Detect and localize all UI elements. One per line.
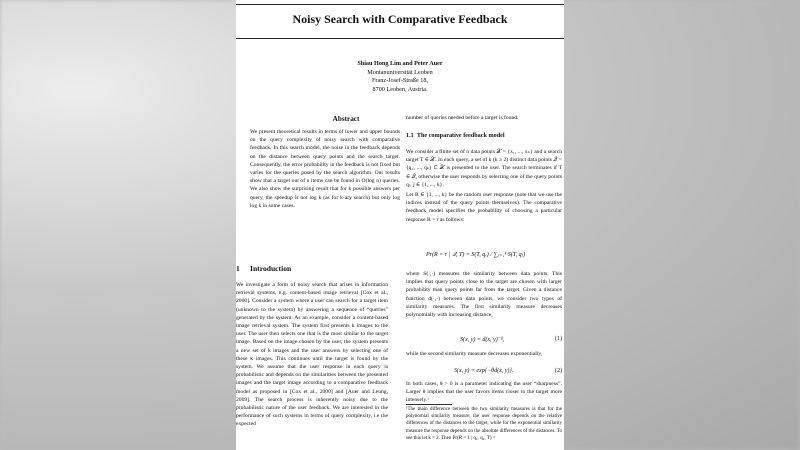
abstract-text: We present theoretical results in terms of lower and upper bounds on the query complexity of noisy search with comparative feedback. In this search model, the noise in the feedback depends on the distance between query points and the search target. Consequently, the error probability in the feedback is not fixed but varies for the queries posed by the search algorithm. Our results show that a target out of n items can be found in O(log n) queries. We also show the surprising result that for k possible answers per query, the speedup is not log k (as for k-ary search) but only log log k in some cases. — [250, 129, 400, 209]
author-block — [236, 60, 564, 94]
right-top-text: number of queries needed before a target is found. — [406, 115, 519, 121]
section-number: 1 — [236, 264, 240, 273]
title-rule — [236, 38, 564, 39]
subsection-number: 1.1 — [406, 132, 414, 139]
paragraph-3-block — [406, 270, 562, 321]
paragraph-2: Let R ∈ {1, ..., k} be the random user response (note that we use the indices instead of the query points themselves). The comparative feedback model specifies the probability of choosing a particular response R = r as follows: — [406, 192, 562, 223]
paragraph-5: In both cases, θ > 0 is a parameter indicating the user “sharpness”. Larger θ implies that the user favors items closer to the target more intensely.¹ — [406, 381, 562, 404]
paragraph-4-block — [406, 350, 562, 360]
right-column-top — [406, 114, 562, 124]
subsection-heading — [406, 132, 505, 139]
paper-title: Noisy Search with Comparative Feedback — [292, 12, 508, 26]
equation-probability — [426, 251, 562, 259]
footnote: ¹The main difference between the two similarity measures is that for the polynomial similarity measure, the user response depends on the relative differences of the distances to the target, while for the exponential similarity measure the response depends on the absolute differences of the distances. To see this let k = 2. Then Pr(R = 1 | q₁, q₂, T) = — [406, 407, 562, 441]
equation-probability-text: Pr(R = r | 𝒬, T) = S(T, qᵣ) / ∑ⱼ₌₁ᵏ S(T, qⱼ) — [426, 252, 526, 258]
equation-2 — [406, 368, 562, 374]
top-rule — [236, 4, 564, 5]
paragraph-5-block — [406, 380, 562, 407]
address-street: Franz-Josef-Straße 18, — [371, 77, 428, 85]
paper-page — [236, 0, 564, 450]
section-title: Introduction — [250, 264, 292, 273]
abstract-heading: Abstract — [332, 115, 360, 123]
equation-1-text: S(x, y) = d(x, y)⁻ᵝ, — [460, 337, 505, 343]
paragraph-1: We consider a finite set of n data points 𝒳 = {x₁, ..., xₙ} and a search target T ∈ 𝒳. In each query, a set of k (k ≥ 2) distinct data points 𝒬 = {q₁, ..., qₖ} ⊂ 𝒳 is presented to the user. The search terminates if T ∈ 𝒬, otherwise the user responds by selecting one of the query points qⱼ, j ∈ {1, ..., k}. — [406, 149, 562, 188]
abstract-body — [250, 128, 400, 210]
affiliation: Montanuniversität Leoben — [367, 68, 433, 76]
author-names: Shiau Hong Lim and Peter Auer — [357, 60, 443, 67]
equation-2-label: (2) — [555, 368, 562, 374]
section-heading-introduction — [236, 264, 291, 273]
right-column-body — [406, 148, 562, 226]
subsection-title: The comparative feedback model — [416, 132, 505, 139]
paragraph-4: while the second similarity measure decreases exponentially, — [406, 351, 543, 357]
introduction-text: We investigate a form of noisy search that arises in information retrieval systems, e.g. content-based image retrieval [Cox et al., 2000]. Consider a system where a user can search for a target item (unknown to the system) by answering a sequence of “queries” generated by the system. As an example, consider a content-based image retrieval system. The system first presents k images to the user. The user then selects one that is the most similar to the target image. Based on the image chosen by the user, the system presents a new set of k images and the user answers by selecting one of these k images. This continues until the target is found by the system. We assume that the user response in each query is probabilistic and depends on the similarities between the presented images and the target image according to a comparative feedback model as proposed in [Cox et al., 2000] and [Auer and Leung, 2009]. The search process is inherently noisy due to the probabilistic nature of the user feedback. We are interested in the performance of such systems in terms of query complexity, i.e the expected — [236, 282, 388, 428]
footnote-rule — [406, 404, 452, 405]
equation-2-text: S(x, y) = exp{−θd(x, y)}. — [454, 368, 514, 374]
equation-1 — [406, 336, 562, 343]
address-city: 8700 Leoben, Austria. — [372, 85, 428, 93]
introduction-body — [236, 281, 388, 431]
paragraph-3: where S(·,·) measures the similarity between data points. This implies that query points close to the target are chosen with larger probability than query points far from the target. Given a distance function d(·,·) between data points, we consider two types of similarity measures. The first similarity measure decreases polynomially with increasing distance, — [406, 271, 562, 319]
equation-1-label: (1) — [555, 336, 562, 342]
